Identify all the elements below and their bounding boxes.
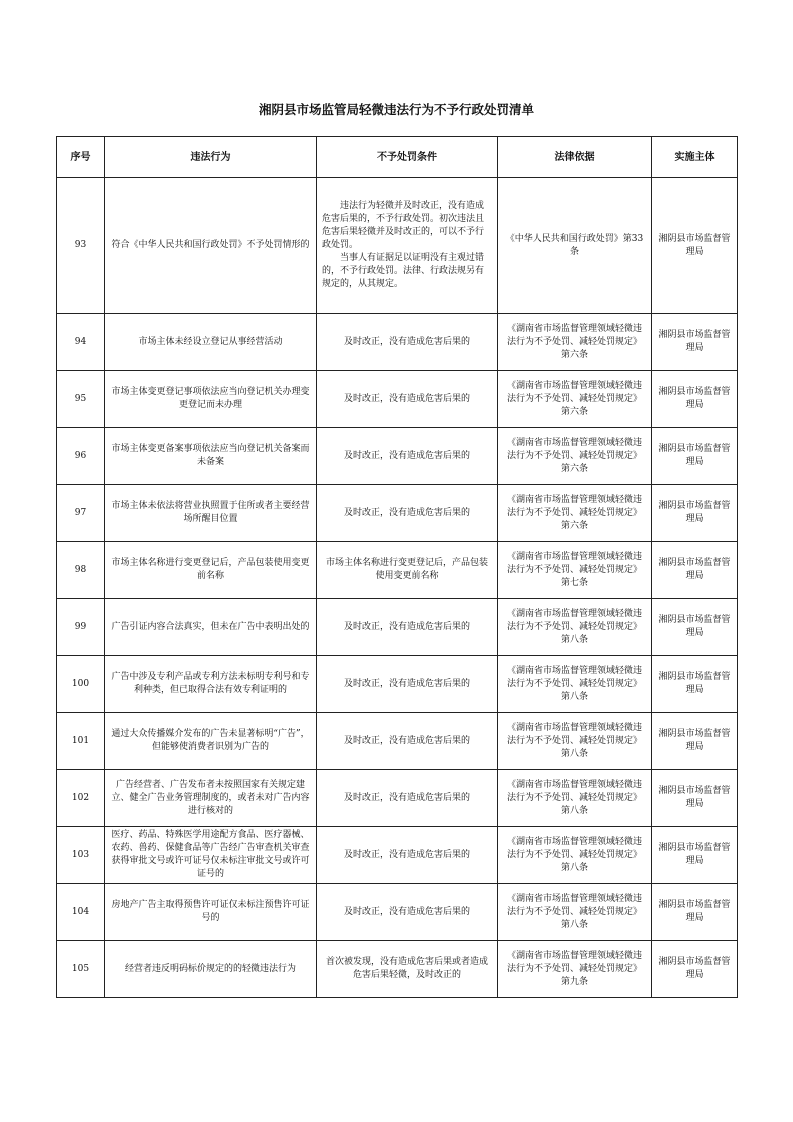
row-no: 95 [57,371,105,428]
row-cond: 及时改正，没有造成危害后果的 [317,827,498,884]
row-no: 97 [57,485,105,542]
header-act: 违法行为 [105,137,317,178]
header-no: 序号 [57,137,105,178]
row-act: 市场主体未依法将营业执照置于住所或者主要经营场所醒目位置 [105,485,317,542]
row-ent: 湘阴县市场监督管理局 [652,713,738,770]
row-no: 100 [57,656,105,713]
row-basis: 《湖南省市场监督管理领域轻微违法行为不予处罚、减轻处罚规定》第八条 [498,713,652,770]
header-cond: 不予处罚条件 [317,137,498,178]
row-no: 99 [57,599,105,656]
table-row [57,542,738,599]
row-basis: 《湖南省市场监督管理领域轻微违法行为不予处罚、减轻处罚规定》第八条 [498,599,652,656]
row-cond: 及时改正，没有造成危害后果的 [317,713,498,770]
row-no: 102 [57,770,105,827]
row-cond: 违法行为轻微并及时改正，没有造成危害后果的，不予行政处罚。初次违法且危害后果轻微并及时改正的，可以不予行政处罚。 当事人有证据足以证明没有主观过错的，不予行政处罚。法律、行政法规另有规定的，从其规定。 [317,178,498,314]
table-row [57,656,738,713]
row-cond: 及时改正，没有造成危害后果的 [317,314,498,371]
header-ent: 实施主体 [652,137,738,178]
row-ent: 湘阴县市场监督管理局 [652,827,738,884]
row-act: 市场主体名称进行变更登记后，产品包装使用变更前名称 [105,542,317,599]
row-cond: 及时改正，没有造成危害后果的 [317,599,498,656]
row-ent: 湘阴县市场监督管理局 [652,770,738,827]
row-act: 广告中涉及专利产品或专利方法未标明专利号和专利种类，但已取得合法有效专利证明的 [105,656,317,713]
row-act: 市场主体变更登记事项依法应当向登记机关办理变更登记而未办理 [105,371,317,428]
table-row [57,314,738,371]
row-no: 104 [57,884,105,941]
row-basis: 《湖南省市场监督管理领域轻微违法行为不予处罚、减轻处罚规定》第八条 [498,884,652,941]
row-ent: 湘阴县市场监督管理局 [652,178,738,314]
row-act: 广告引证内容合法真实，但未在广告中表明出处的 [105,599,317,656]
row-basis: 《湖南省市场监督管理领域轻微违法行为不予处罚、减轻处罚规定》第八条 [498,770,652,827]
row-no: 96 [57,428,105,485]
row-basis: 《中华人民共和国行政处罚》第33条 [498,178,652,314]
row-cond: 首次被发现，没有造成危害后果或者造成危害后果轻微，及时改正的 [317,941,498,998]
table-row [57,884,738,941]
table-row [57,713,738,770]
table-header-row [57,137,738,178]
row-act: 医疗、药品、特殊医学用途配方食品、医疗器械、农药、兽药、保健食品等广告经广告审查机关审查获得审批文号或许可证号仅未标注审批文号或许可证号的 [105,827,317,884]
table-row [57,941,738,998]
row-basis: 《湖南省市场监督管理领域轻微违法行为不予处罚、减轻处罚规定》第六条 [498,428,652,485]
row-cond: 及时改正，没有造成危害后果的 [317,485,498,542]
row-ent: 湘阴县市场监督管理局 [652,428,738,485]
row-no: 94 [57,314,105,371]
page-title: 湘阴县市场监管局轻微违法行为不予行政处罚清单 [258,102,534,117]
row-act: 广告经营者、广告发布者未按照国家有关规定建立、健全广告业务管理制度的，或者未对广告内容进行核对的 [105,770,317,827]
table-row [57,770,738,827]
row-ent: 湘阴县市场监督管理局 [652,371,738,428]
row-ent: 湘阴县市场监督管理局 [652,884,738,941]
row-basis: 《湖南省市场监督管理领域轻微违法行为不予处罚、减轻处罚规定》第九条 [498,941,652,998]
header-basis: 法律依据 [498,137,652,178]
row-cond: 及时改正，没有造成危害后果的 [317,770,498,827]
row-no: 93 [57,178,105,314]
row-cond: 及时改正，没有造成危害后果的 [317,428,498,485]
penalty-list-table [56,136,738,998]
row-act: 市场主体未经设立登记从事经营活动 [105,314,317,371]
row-cond: 及时改正，没有造成危害后果的 [317,656,498,713]
row-ent: 湘阴县市场监督管理局 [652,314,738,371]
row-basis: 《湖南省市场监督管理领域轻微违法行为不予处罚、减轻处罚规定》第六条 [498,371,652,428]
row-no: 103 [57,827,105,884]
row-no: 105 [57,941,105,998]
row-cond: 及时改正，没有造成危害后果的 [317,371,498,428]
row-cond: 市场主体名称进行变更登记后，产品包装使用变更前名称 [317,542,498,599]
table-row [57,371,738,428]
row-no: 98 [57,542,105,599]
row-basis: 《湖南省市场监督管理领域轻微违法行为不予处罚、减轻处罚规定》第八条 [498,656,652,713]
row-act: 市场主体变更备案事项依法应当向登记机关备案而未备案 [105,428,317,485]
row-basis: 《湖南省市场监督管理领域轻微违法行为不予处罚、减轻处罚规定》第六条 [498,485,652,542]
table-row [57,485,738,542]
row-no: 101 [57,713,105,770]
row-basis: 《湖南省市场监督管理领域轻微违法行为不予处罚、减轻处罚规定》第六条 [498,314,652,371]
row-act: 房地产广告主取得预售许可证仅未标注预售许可证号的 [105,884,317,941]
row-basis: 《湖南省市场监督管理领域轻微违法行为不予处罚、减轻处罚规定》第八条 [498,827,652,884]
row-act: 经营者违反明码标价规定的的轻微违法行为 [105,941,317,998]
row-basis: 《湖南省市场监督管理领域轻微违法行为不予处罚、减轻处罚规定》第七条 [498,542,652,599]
row-act: 通过大众传播媒介发布的广告未显著标明“广告”，但能够使消费者识别为广告的 [105,713,317,770]
row-act: 符合《中华人民共和国行政处罚》不予处罚情形的 [105,178,317,314]
table-row [57,178,738,314]
row-cond: 及时改正，没有造成危害后果的 [317,884,498,941]
table-row [57,599,738,656]
row-ent: 湘阴县市场监督管理局 [652,485,738,542]
row-ent: 湘阴县市场监督管理局 [652,599,738,656]
row-ent: 湘阴县市场监督管理局 [652,941,738,998]
table-row [57,428,738,485]
table-row [57,827,738,884]
row-ent: 湘阴县市场监督管理局 [652,542,738,599]
row-ent: 湘阴县市场监督管理局 [652,656,738,713]
